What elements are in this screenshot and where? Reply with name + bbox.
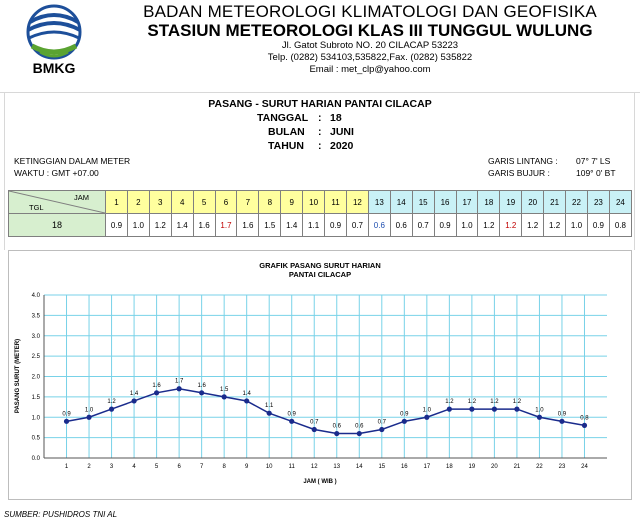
timezone-note: WAKTU : GMT +07.00 bbox=[14, 168, 99, 178]
y-tick-label: 2.5 bbox=[31, 354, 40, 361]
y-tick-label: 1.5 bbox=[31, 394, 40, 401]
hour-header-cell: 19 bbox=[500, 191, 522, 214]
chart-series bbox=[62, 379, 589, 436]
x-tick-label: 13 bbox=[333, 464, 341, 470]
tide-value-cell: 1.5 bbox=[259, 214, 281, 237]
y-tick-label: 1.0 bbox=[31, 415, 40, 422]
hour-header-cell: 8 bbox=[259, 191, 281, 214]
tide-value-cell: 0.9 bbox=[325, 214, 347, 237]
chart-subtitle: PANTAI CILACAP bbox=[288, 270, 352, 279]
hour-header-cell: 4 bbox=[171, 191, 193, 214]
chart-frame bbox=[8, 250, 632, 500]
data-label: 1.2 bbox=[490, 399, 499, 406]
data-point bbox=[582, 423, 587, 428]
tanggal-value: 18 bbox=[330, 112, 342, 124]
tide-value-cell: 0.9 bbox=[106, 214, 128, 237]
tgl-label: TGL bbox=[29, 203, 44, 212]
x-tick-label: 2 bbox=[87, 464, 91, 470]
hour-header-cell: 9 bbox=[281, 191, 303, 214]
tahun-label: TAHUN bbox=[268, 140, 304, 152]
tide-value-cell: 1.6 bbox=[237, 214, 259, 237]
x-tick-label: 8 bbox=[222, 464, 226, 470]
data-point bbox=[492, 407, 497, 412]
tahun-value: 2020 bbox=[330, 140, 354, 152]
y-tick-label: 3.0 bbox=[31, 333, 40, 340]
tide-value-cell: 1.4 bbox=[281, 214, 303, 237]
data-point bbox=[447, 407, 452, 412]
units-note: KETINGGIAN DALAM METER bbox=[14, 156, 131, 166]
data-label: 1.2 bbox=[512, 399, 522, 406]
hours-row bbox=[9, 191, 632, 214]
x-tick-label: 18 bbox=[446, 464, 453, 470]
data-point bbox=[379, 427, 384, 432]
data-point bbox=[289, 419, 294, 424]
x-tick-label: 21 bbox=[513, 464, 521, 470]
data-label: 1.5 bbox=[219, 386, 229, 393]
agency-name: BADAN METEOROLOGI KLIMATOLOGI DAN GEOFISIKA bbox=[143, 2, 597, 21]
y-tick-label: 4.0 bbox=[31, 293, 40, 299]
tide-value-cell: 0.9 bbox=[587, 214, 609, 237]
data-label: 1.0 bbox=[84, 407, 94, 414]
data-label: 1.4 bbox=[242, 390, 251, 397]
tide-value-cell: 1.2 bbox=[149, 214, 171, 237]
data-label: 0.6 bbox=[332, 423, 341, 430]
data-point bbox=[154, 390, 159, 395]
x-tick-label: 22 bbox=[536, 464, 543, 470]
hour-header-cell: 5 bbox=[193, 191, 215, 214]
x-tick-label: 23 bbox=[558, 464, 566, 470]
x-tick-label: 6 bbox=[177, 464, 181, 470]
data-point bbox=[177, 386, 182, 391]
y-tick-label: 0.5 bbox=[31, 435, 40, 442]
y-tick-label: 0.0 bbox=[31, 456, 40, 462]
bulan-label: BULAN bbox=[268, 126, 305, 138]
tide-value-cell: 1.2 bbox=[478, 214, 500, 237]
data-label: 1.6 bbox=[197, 382, 206, 389]
data-point bbox=[424, 415, 429, 420]
bmkg-logo bbox=[18, 2, 90, 76]
latitude-label: GARIS LINTANG : bbox=[488, 156, 558, 166]
data-label: 1.2 bbox=[467, 399, 477, 406]
logo-text: BMKG bbox=[32, 60, 76, 76]
x-tick-label: 16 bbox=[400, 464, 408, 470]
data-label: 0.9 bbox=[62, 411, 71, 418]
tide-value-cell: 1.2 bbox=[500, 214, 522, 237]
date-cell: 18 bbox=[9, 214, 106, 237]
x-tick-label: 7 bbox=[199, 464, 204, 470]
station-phone: Telp. (0282) 534103,535822,Fax. (0282) 535822 bbox=[267, 52, 473, 63]
data-point bbox=[469, 407, 474, 412]
data-point bbox=[222, 394, 227, 399]
hour-header-cell: 6 bbox=[215, 191, 237, 214]
x-tick-label: 5 bbox=[154, 464, 159, 470]
data-point bbox=[514, 407, 519, 412]
x-tick-label: 3 bbox=[109, 464, 114, 470]
header-divider bbox=[0, 92, 640, 93]
data-label: 0.7 bbox=[310, 419, 319, 426]
y-axis-label: PASANG SURUT (METER) bbox=[15, 338, 21, 414]
x-axis-label: JAM ( WIB ) bbox=[303, 479, 337, 485]
hour-header-cell: 13 bbox=[368, 191, 390, 214]
tide-line bbox=[67, 386, 585, 434]
hour-header-cell: 11 bbox=[325, 191, 347, 214]
chart-title: GRAFIK PASANG SURUT HARIAN bbox=[259, 261, 381, 270]
tide-value-cell: 0.6 bbox=[390, 214, 412, 237]
data-point bbox=[357, 431, 362, 436]
hour-header-cell: 12 bbox=[346, 191, 368, 214]
tide-value-cell: 1.7 bbox=[215, 214, 237, 237]
longitude-value: 109° 0' BT bbox=[576, 168, 616, 178]
x-tick-label: 12 bbox=[310, 464, 318, 470]
x-tick-label: 20 bbox=[491, 464, 498, 470]
tide-value-cell: 1.4 bbox=[171, 214, 193, 237]
data-label: 0.9 bbox=[557, 411, 567, 418]
data-point bbox=[334, 431, 339, 436]
jam-label: JAM bbox=[74, 193, 89, 202]
data-point bbox=[109, 407, 114, 412]
source-note: SUMBER: PUSHIDROS TNI AL bbox=[4, 510, 118, 519]
tide-value-cell: 0.7 bbox=[346, 214, 368, 237]
tide-value-cell: 1.0 bbox=[566, 214, 588, 237]
x-tick-label: 24 bbox=[581, 464, 588, 470]
tanggal-label: TANGGAL bbox=[257, 112, 309, 124]
tide-value-cell: 1.0 bbox=[127, 214, 149, 237]
hour-header-cell: 3 bbox=[149, 191, 171, 214]
latitude-value: 07° 7' LS bbox=[576, 156, 611, 166]
tide-value-cell: 1.2 bbox=[544, 214, 566, 237]
x-tick-label: 1 bbox=[64, 464, 69, 470]
data-label: 1.4 bbox=[129, 390, 139, 397]
tide-value-cell: 1.6 bbox=[193, 214, 215, 237]
data-label: 1.7 bbox=[174, 378, 184, 385]
data-label: 1.0 bbox=[535, 407, 544, 414]
report-title: PASANG - SURUT HARIAN PANTAI CILACAP bbox=[208, 98, 432, 110]
hour-header-cell: 23 bbox=[587, 191, 609, 214]
x-tick-label: 9 bbox=[245, 464, 249, 470]
data-label: 0.9 bbox=[400, 411, 409, 418]
hour-header-cell: 2 bbox=[127, 191, 149, 214]
x-tick-label: 10 bbox=[265, 464, 273, 470]
hour-header-cell: 1 bbox=[106, 191, 128, 214]
station-email: Email : met_clp@yahoo.com bbox=[309, 64, 431, 75]
data-point bbox=[267, 411, 272, 416]
longitude-label: GARIS BUJUR : bbox=[488, 168, 550, 178]
right-border bbox=[634, 92, 635, 250]
tide-value-cell: 0.9 bbox=[434, 214, 456, 237]
data-point bbox=[131, 398, 136, 403]
hour-header-cell: 20 bbox=[522, 191, 544, 214]
hour-header-cell: 15 bbox=[412, 191, 434, 214]
data-label: 0.8 bbox=[580, 415, 589, 422]
data-label: 0.6 bbox=[355, 423, 364, 430]
data-point bbox=[537, 415, 542, 420]
values-row bbox=[9, 214, 632, 237]
x-tick-label: 17 bbox=[423, 464, 431, 470]
tide-value-cell: 0.8 bbox=[609, 214, 631, 237]
x-tick-label: 15 bbox=[378, 464, 386, 470]
station-name: STASIUN METEOROLOGI KLAS III TUNGGUL WULUNG bbox=[147, 21, 593, 40]
data-label: 1.2 bbox=[445, 399, 454, 406]
hour-header-cell: 24 bbox=[609, 191, 631, 214]
data-label: 1.6 bbox=[152, 382, 161, 389]
x-tick-label: 14 bbox=[355, 464, 363, 470]
hour-header-cell: 17 bbox=[456, 191, 478, 214]
data-label: 0.9 bbox=[287, 411, 296, 418]
x-tick-label: 11 bbox=[288, 464, 295, 470]
tide-chart bbox=[9, 251, 631, 499]
data-point bbox=[64, 419, 69, 424]
data-point bbox=[199, 390, 204, 395]
data-label: 1.0 bbox=[422, 407, 432, 414]
tide-value-cell: 1.1 bbox=[303, 214, 325, 237]
data-point bbox=[402, 419, 407, 424]
tanggal-colon: : bbox=[318, 112, 322, 124]
hour-header-cell: 10 bbox=[303, 191, 325, 214]
hour-header-cell: 18 bbox=[478, 191, 500, 214]
hour-header-cell: 14 bbox=[390, 191, 412, 214]
diagonal-divider bbox=[9, 191, 105, 213]
tide-value-cell: 1.2 bbox=[522, 214, 544, 237]
y-tick-label: 3.5 bbox=[31, 313, 40, 320]
bulan-colon: : bbox=[318, 126, 322, 138]
station-address: Jl. Gatot Subroto NO. 20 CILACAP 53223 bbox=[281, 40, 459, 51]
hour-header-cell: 16 bbox=[434, 191, 456, 214]
data-label: 1.2 bbox=[107, 399, 116, 406]
jam-tgl-header-cell bbox=[9, 191, 106, 214]
data-label: 0.7 bbox=[377, 419, 386, 426]
data-point bbox=[86, 415, 91, 420]
x-tick-label: 4 bbox=[132, 464, 136, 470]
tide-value-cell: 0.7 bbox=[412, 214, 434, 237]
tide-table bbox=[8, 190, 632, 237]
hour-header-cell: 7 bbox=[237, 191, 259, 214]
x-tick-label: 19 bbox=[468, 464, 476, 470]
chart-ticks bbox=[32, 293, 589, 470]
data-label: 1.1 bbox=[265, 403, 274, 410]
hour-header-cell: 21 bbox=[544, 191, 566, 214]
tide-value-cell: 1.0 bbox=[456, 214, 478, 237]
data-point bbox=[559, 419, 564, 424]
chart-grid bbox=[44, 295, 607, 458]
y-tick-label: 2.0 bbox=[31, 374, 40, 381]
hour-header-cell: 22 bbox=[566, 191, 588, 214]
data-point bbox=[244, 398, 249, 403]
tahun-colon: : bbox=[318, 140, 322, 152]
bulan-value: JUNI bbox=[330, 126, 354, 138]
data-point bbox=[312, 427, 317, 432]
tide-value-cell: 0.6 bbox=[368, 214, 390, 237]
left-border bbox=[4, 92, 5, 250]
